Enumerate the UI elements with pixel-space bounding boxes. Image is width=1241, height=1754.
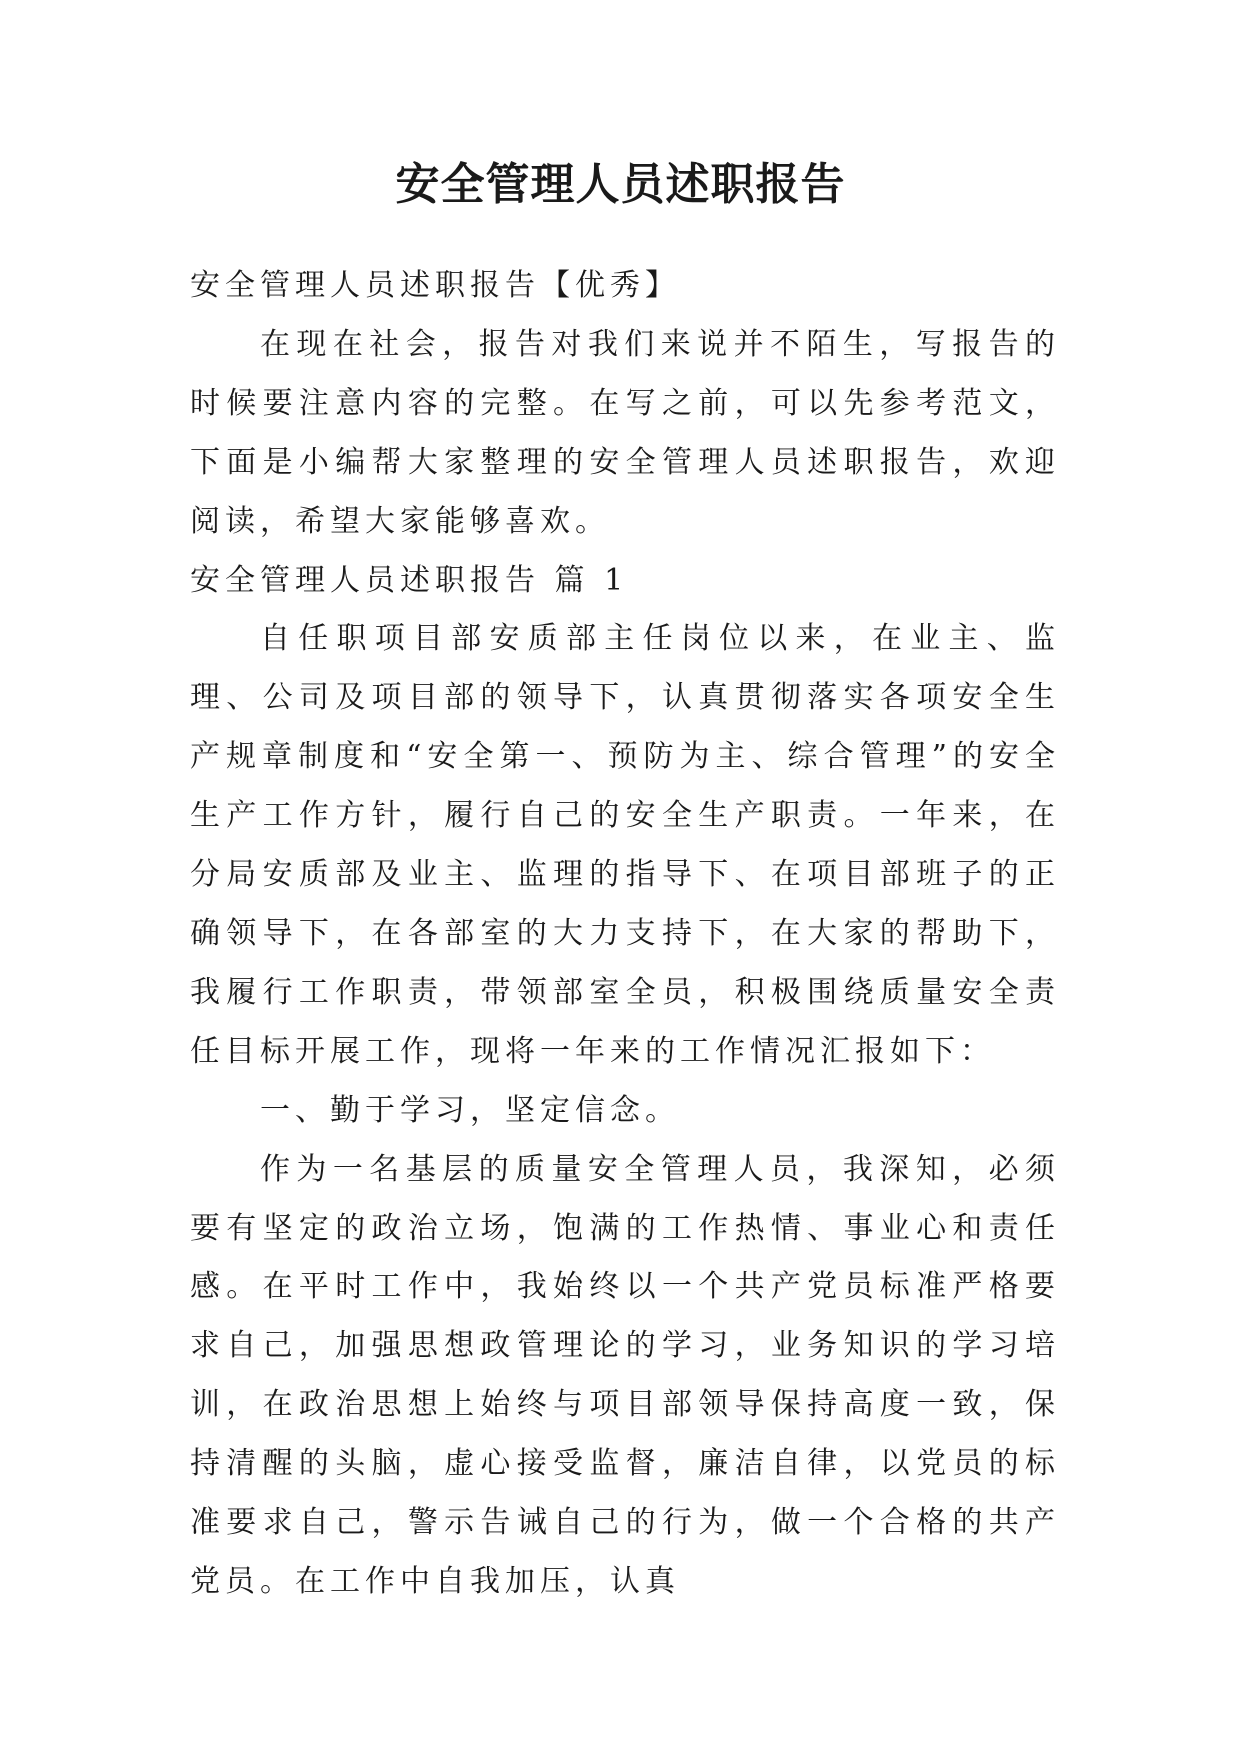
- document-title: 安全管理人员述职报告: [395, 159, 846, 210]
- section-heading: 安全管理人员述职报告 篇 1: [190, 562, 629, 598]
- numbered-heading: 一、勤于学习，坚定信念。: [260, 1092, 680, 1128]
- subtitle-line: 安全管理人员述职报告【优秀】: [190, 268, 680, 303]
- intro-paragraph: 在现在社会，报告对我们来说并不陌生，写报告的时候要注意内容的完整。在写之前，可以先参考范文，下面是小编帮大家整理的安全管理人员述职报告，欢迎阅读，希望大家能够喜欢。: [190, 326, 1060, 539]
- document-body: [190, 257, 1060, 1612]
- body-paragraph: 作为一名基层的质量安全管理人员，我深知，必须要有坚定的政治立场，饱满的工作热情、事业心和责任感。在平时工作中，我始终以一个共产党员标准严格要求自己，加强思想政管理论的学习，业务知识的学习培训，在政治思想上始终与项目部领导保持高度一致，保持清醒的头脑，虚心接受监督，廉洁自律，以党员的标准要求自己，警示告诫自己的行为，做一个合格的共产党员。在工作中自我加压，认真: [190, 1151, 1060, 1599]
- body-paragraph: 自任职项目部安质部主任岗位以来，在业主、监理、公司及项目部的领导下，认真贯彻落实各项安全生产规章制度和“安全第一、预防为主、综合管理”的安全生产工作方针，履行自己的安全生产职责。一年来，在分局安质部及业主、监理的指导下、在项目部班子的正确领导下，在各部室的大力支持下，在大家的帮助下，我履行工作职责，带领部室全员，积极围绕质量安全责任目标开展工作，现将一年来的工作情况汇报如下：: [190, 621, 1060, 1069]
